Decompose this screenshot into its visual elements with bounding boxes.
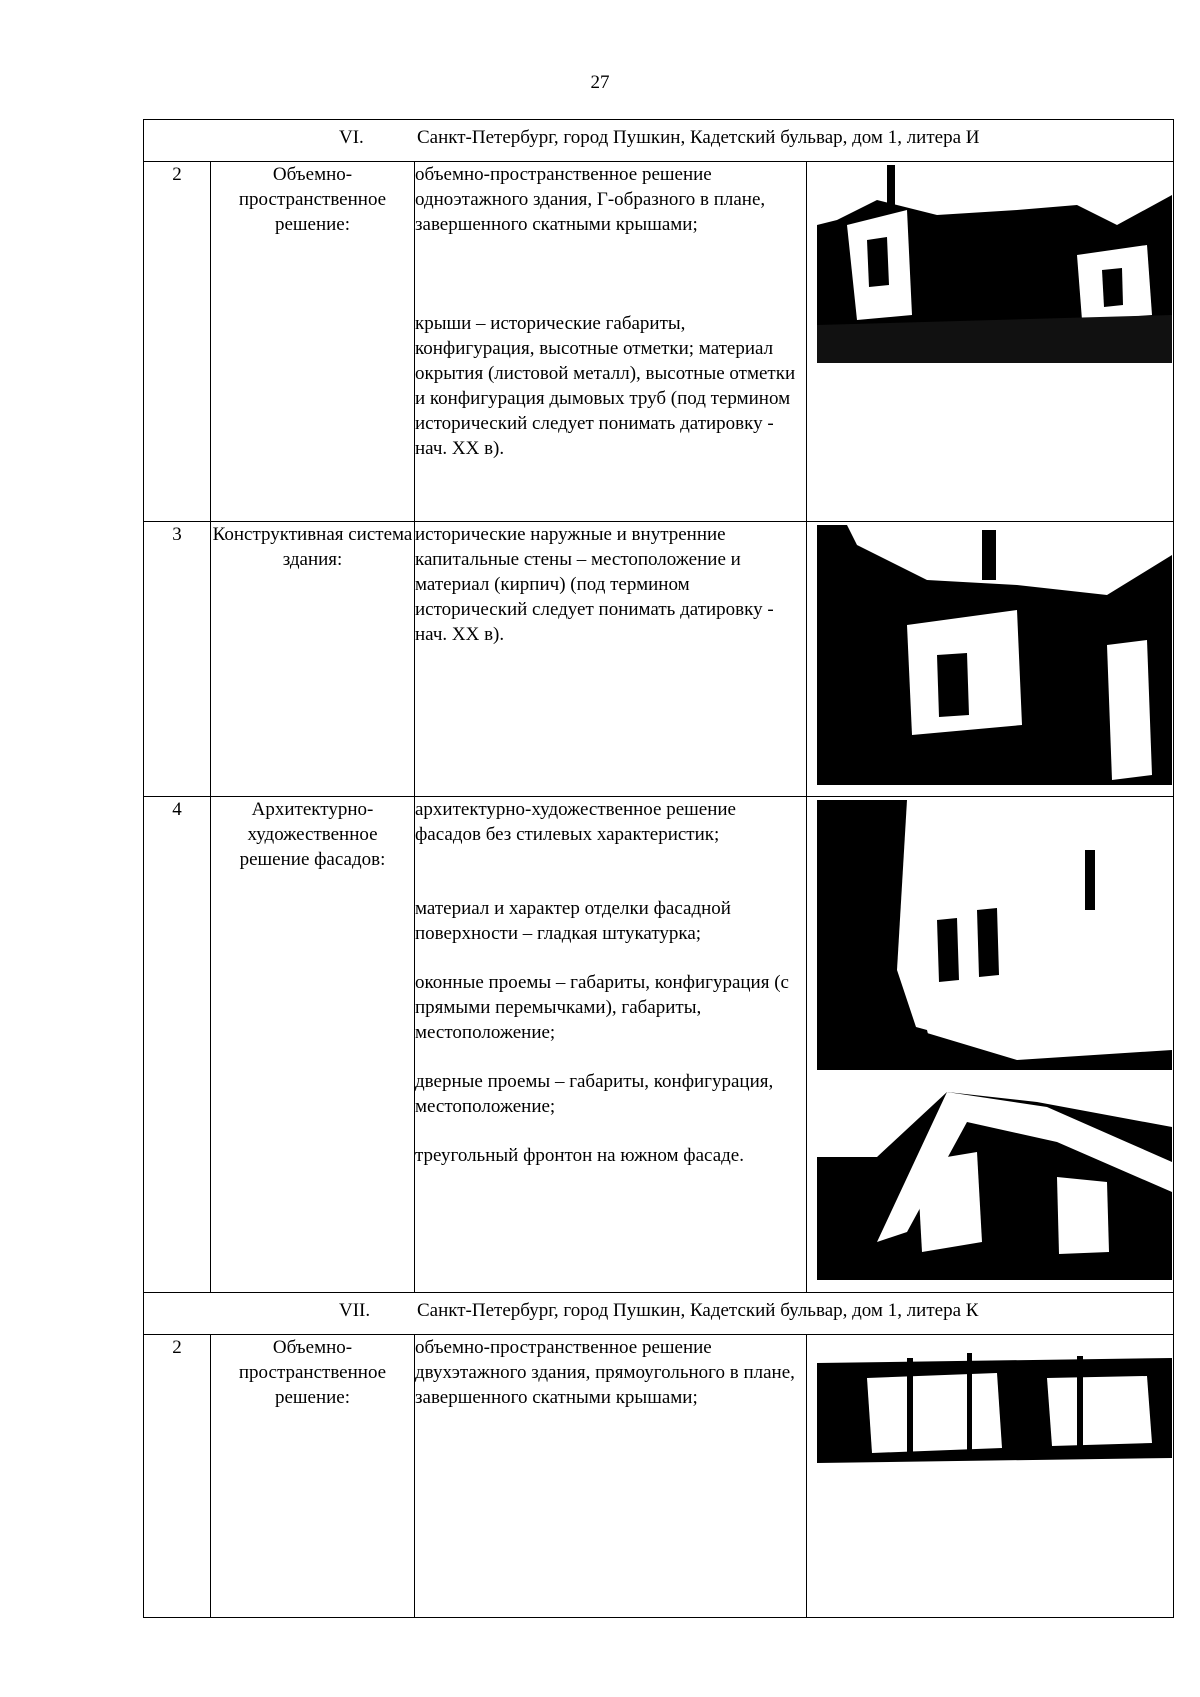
- building-photo: [817, 1082, 1172, 1280]
- photo-cell: [807, 797, 1174, 1292]
- building-photo: [817, 165, 1172, 363]
- row-name: Конструктивная система здания:: [211, 522, 415, 797]
- photo-cell: [807, 162, 1174, 522]
- description-paragraph: оконные проемы – габариты, конфигурация (с прямыми перемычками), габариты, местоположение;: [415, 972, 789, 1044]
- description-paragraph: исторические наружные и внутренние капитальные стены – местоположение и материал (кирпич) (под термином исторический следует понимать датировку - нач. XX в).: [415, 524, 774, 646]
- row-number: 4: [144, 797, 211, 1292]
- row-number: 3: [144, 522, 211, 797]
- section-title: Санкт-Петербург, город Пушкин, Кадетский бульвар, дом 1, литера И: [417, 127, 980, 148]
- description-paragraph: крыши – исторические габариты, конфигурация, высотные отметки; материал окрытия (листовой металл), высотные отметки и конфигурация дымовых труб (под термином исторический следует понимать датировку - нач. XX в).: [415, 313, 796, 460]
- section-number: VII.: [339, 1299, 371, 1321]
- row-number: 2: [144, 162, 211, 522]
- building-photo: [817, 1338, 1172, 1483]
- section-title: Санкт-Петербург, город Пушкин, Кадетский бульвар, дом 1, литера К: [417, 1299, 979, 1321]
- heritage-table: [143, 119, 1174, 1618]
- row-description: [415, 797, 807, 1292]
- row-number: 2: [144, 1334, 211, 1617]
- description-paragraph: архитектурно-художественное решение фасадов без стилевых характеристик;: [415, 799, 736, 846]
- section-header-vii: [144, 1292, 1174, 1334]
- photo-cell: [807, 1334, 1174, 1617]
- photo-cell: [807, 522, 1174, 797]
- description-paragraph: дверные проемы – габариты, конфигурация, местоположение;: [415, 1071, 774, 1118]
- description-paragraph: треугольный фронтон на южном фасаде.: [415, 1145, 744, 1167]
- row-description: [415, 1334, 807, 1617]
- row-description: [415, 162, 807, 522]
- building-photo: [817, 800, 1172, 1070]
- section-number: VI.: [339, 127, 364, 148]
- description-paragraph: объемно-пространственное решение одноэтажного здания, Г-образного в плане, завершенного скатными крышами;: [415, 164, 766, 236]
- description-paragraph: материал и характер отделки фасадной поверхности – гладкая штукатурка;: [415, 898, 731, 945]
- row-name: Объемно-пространственное решение:: [211, 1334, 415, 1617]
- description-paragraph: объемно-пространственное решение двухэтажного здания, прямоугольного в плане, завершенного скатными крышами;: [415, 1336, 795, 1408]
- row-name: Архитектурно-художественное решение фасадов:: [211, 797, 415, 1292]
- building-photo: [817, 525, 1172, 785]
- section-header-vi: [144, 120, 1174, 162]
- page-number: 27: [590, 72, 610, 93]
- row-description: [415, 522, 807, 797]
- row-name: Объемно-пространственное решение:: [211, 162, 415, 522]
